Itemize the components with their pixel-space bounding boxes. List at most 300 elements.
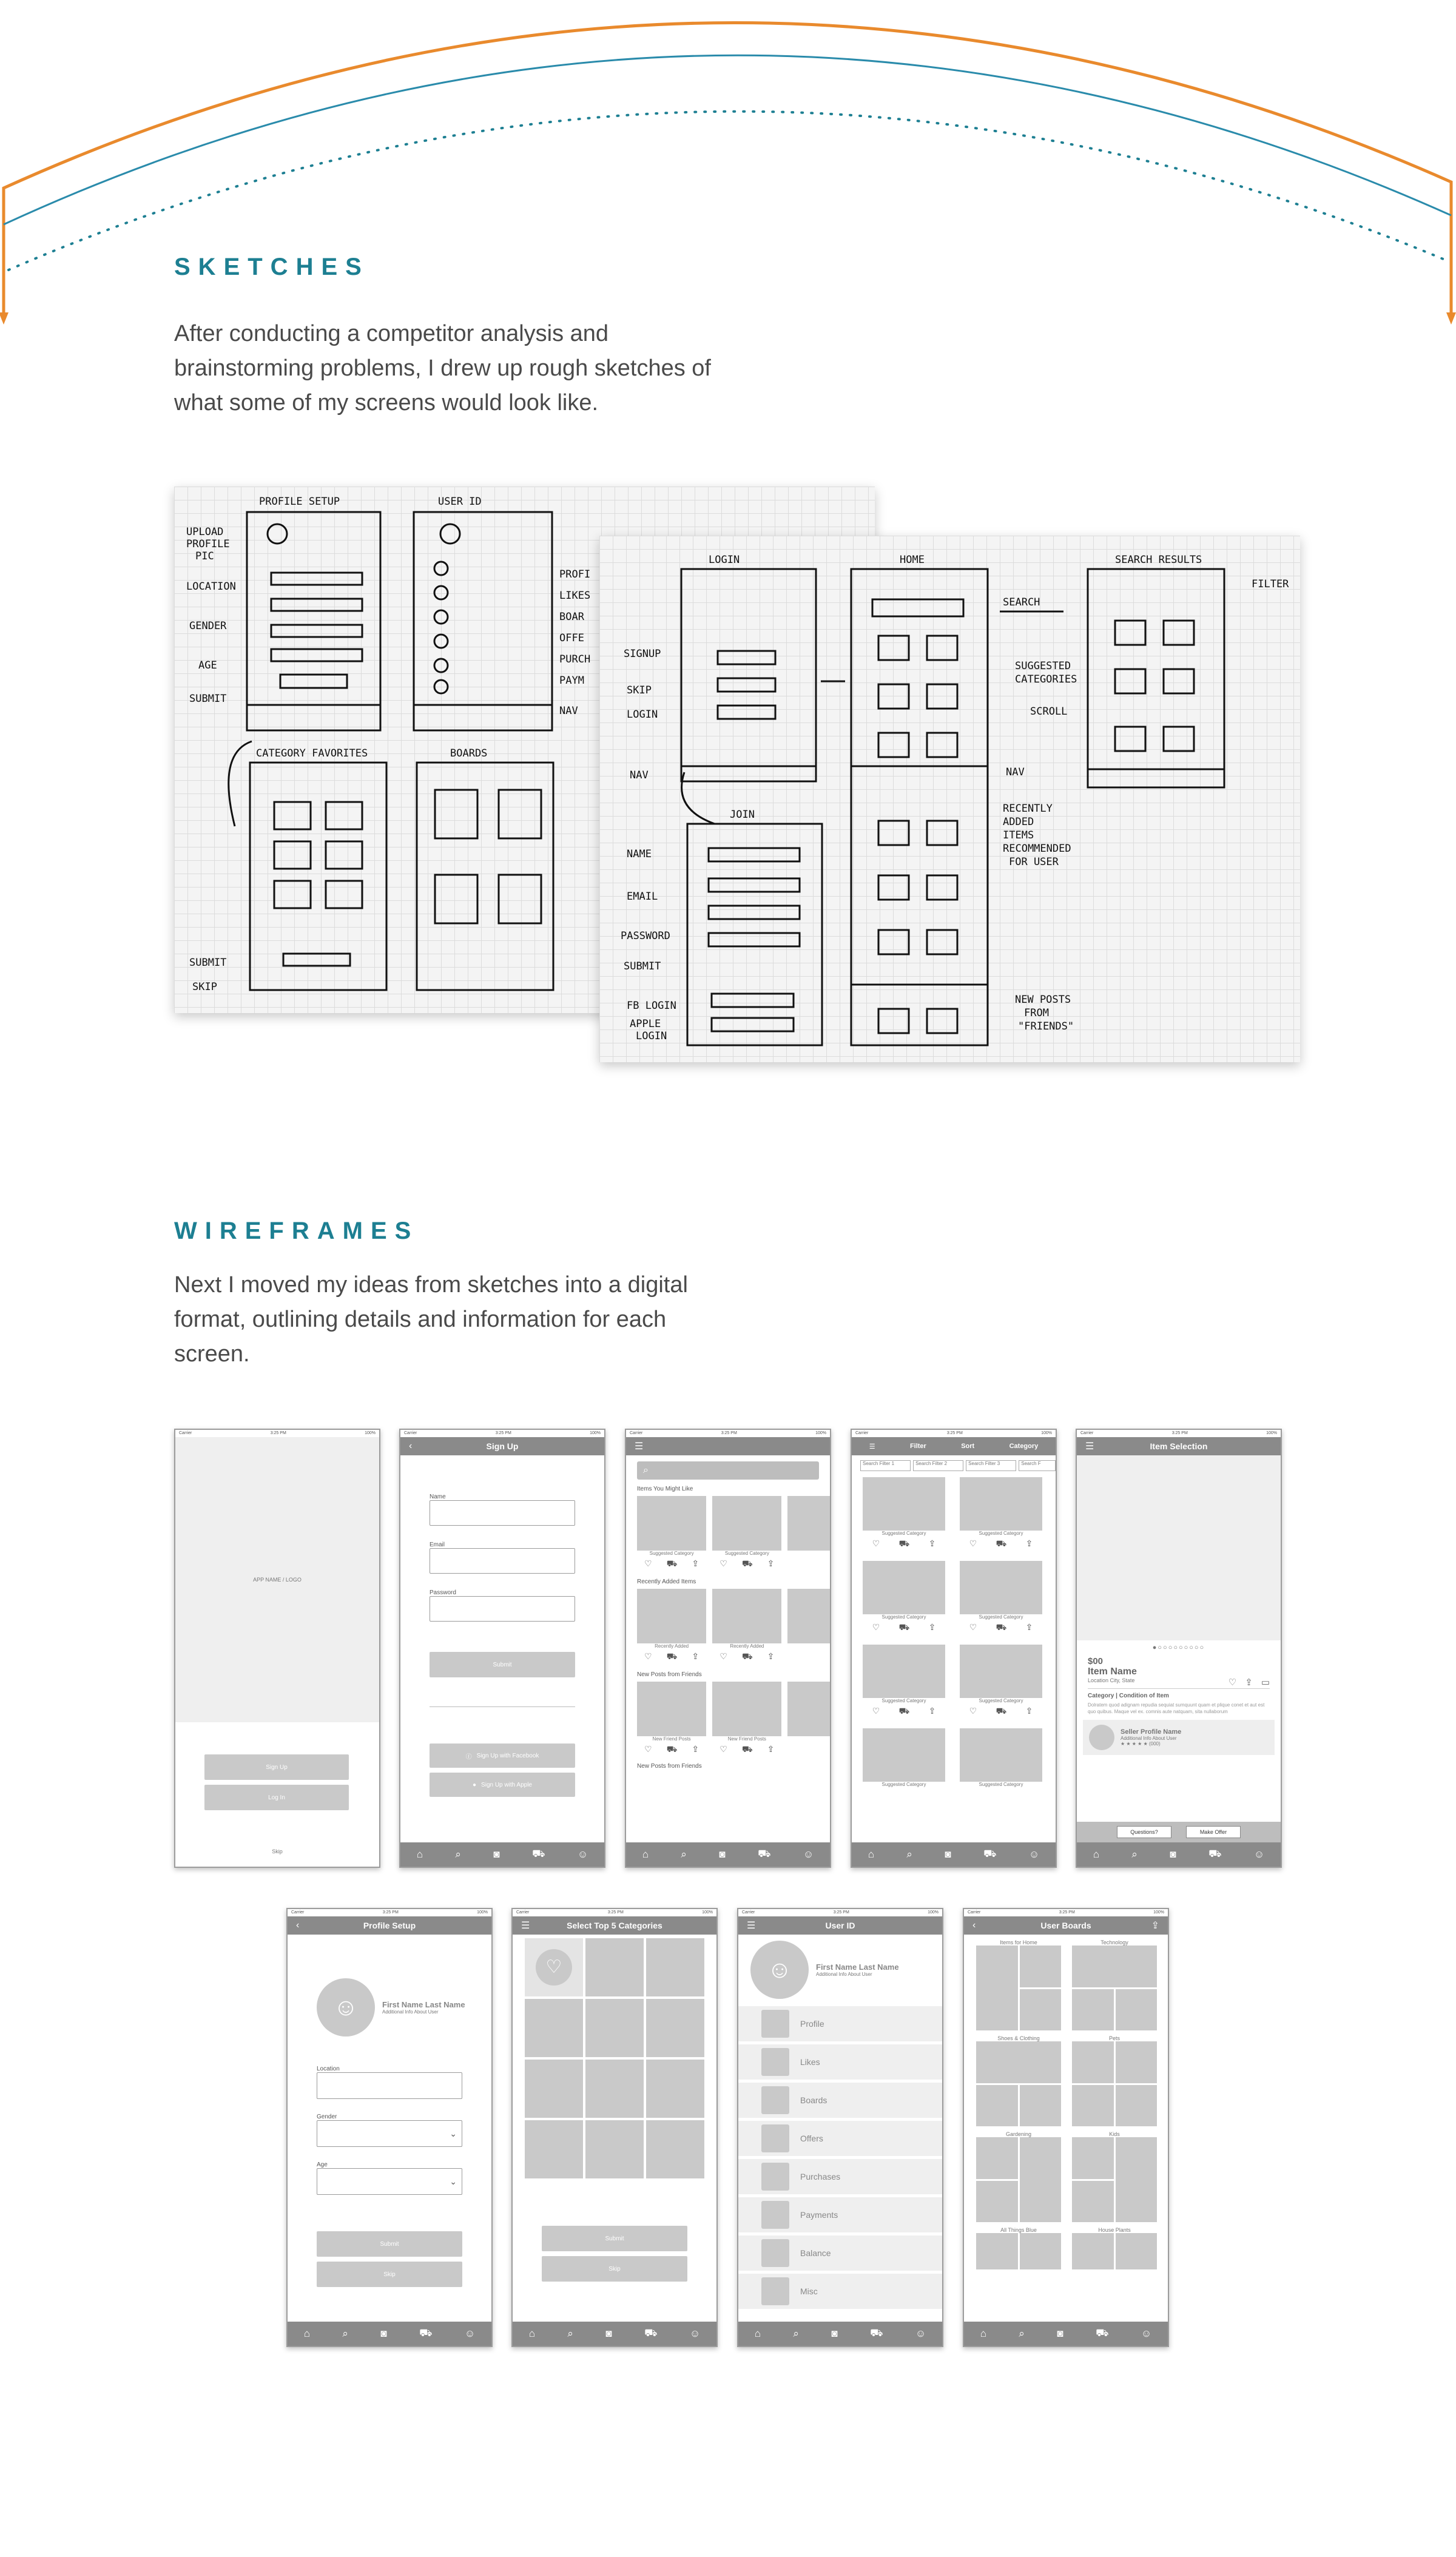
menu-item-likes[interactable]: Likes	[738, 2044, 942, 2083]
share-icon[interactable]: ⇪	[692, 1744, 699, 1754]
heart-icon[interactable]: ♡	[720, 1558, 727, 1568]
card-row	[637, 1682, 830, 1756]
menu-item-profile[interactable]: Profile	[738, 2006, 942, 2044]
title-bar	[626, 1437, 830, 1455]
camera-icon[interactable]: ◙	[719, 1848, 726, 1860]
status-bar: Carrier 3:25 PM 100%	[288, 1909, 491, 1916]
sketch-note: LIKES	[559, 590, 591, 602]
board-card[interactable]: Kids	[1072, 2131, 1157, 2222]
card-actions	[960, 1536, 1042, 1550]
menu-item-payments[interactable]: Payments	[738, 2197, 942, 2235]
status-bar: Carrier 3:25 PM 100%	[1077, 1430, 1281, 1437]
share-icon[interactable]: ⇪	[1025, 1622, 1033, 1632]
cart-icon[interactable]: ⛟	[898, 1538, 910, 1548]
results-grid	[863, 1477, 1056, 1787]
facebook-signup-button[interactable]: ⓕ Sign Up with Facebook	[430, 1743, 575, 1768]
item-card[interactable]: Recently Added ♡ ⛟ ⇪	[712, 1589, 781, 1663]
menu-item-purchases[interactable]: Purchases	[738, 2159, 942, 2197]
sketch-note: OFFE	[559, 632, 584, 644]
share-icon[interactable]: ⇪	[1025, 1706, 1033, 1716]
title-bar: ☰ Select Top 5 Categories	[513, 1916, 716, 1935]
tab-bar	[1077, 1842, 1281, 1867]
sketch-note: APPLE	[630, 1018, 661, 1030]
wireframe-home	[625, 1429, 831, 1868]
title-bar: ‹ Profile Setup	[288, 1916, 491, 1935]
result-card[interactable]: Suggested Category ♡ ⛟ ⇪	[960, 1645, 1042, 1717]
cart-icon[interactable]: ⛟	[996, 1706, 1007, 1716]
cart-icon[interactable]: ⛟	[419, 2327, 433, 2339]
item-card[interactable]: New Friend Posts ♡ ⛟ ⇪	[712, 1682, 781, 1756]
search-icon[interactable]: ⌕	[567, 2328, 573, 2339]
wireframe-top-categories	[511, 1908, 718, 2347]
profile-icon[interactable]: ☺	[803, 1848, 814, 1860]
category-tile[interactable]	[585, 2120, 644, 2178]
sketch-note: NEW POSTS	[1015, 994, 1071, 1006]
cart-icon[interactable]: ⛟	[898, 1622, 910, 1632]
menu-item-misc[interactable]: Misc	[738, 2274, 942, 2312]
share-icon[interactable]: ⇪	[1245, 1677, 1253, 1688]
search-icon[interactable]: ⌕	[1019, 2328, 1025, 2339]
sketch-label-search-results: SEARCH RESULTS	[1115, 554, 1202, 566]
tab-bar	[626, 1842, 830, 1867]
board-card[interactable]: All Things Blue	[976, 2227, 1061, 2269]
card-actions	[637, 1649, 706, 1663]
search-icon[interactable]: ⌕	[906, 1848, 912, 1860]
sketch-note: RECOMMENDED	[1003, 843, 1071, 855]
menu-item-offers[interactable]: Offers	[738, 2121, 942, 2159]
category-button[interactable]: Category	[1009, 1443, 1039, 1450]
cart-icon[interactable]: ⛟	[644, 2327, 658, 2339]
board-card[interactable]: Pets	[1072, 2035, 1157, 2126]
home-icon[interactable]: ⌂	[1093, 1848, 1099, 1860]
age-label: Age	[317, 2161, 328, 2168]
home-icon[interactable]: ⌂	[980, 2328, 986, 2339]
board-card[interactable]: Shoes & Clothing	[976, 2035, 1061, 2126]
cart-icon[interactable]: ⛟	[996, 1538, 1007, 1548]
profile-name: First Name Last Name	[382, 2000, 465, 2009]
section-label: Items You Might Like	[637, 1486, 693, 1492]
user-header	[750, 1941, 942, 1999]
app-logo-text: APP NAME / LOGO	[253, 1577, 302, 1583]
sketch-note: SKIP	[627, 684, 652, 696]
item-card[interactable]: Suggested Category ♡ ⛟ ⇪	[637, 1496, 706, 1570]
camera-icon[interactable]: ◙	[605, 2328, 612, 2339]
cart-icon[interactable]: ⛟	[870, 2327, 883, 2339]
comment-icon[interactable]: ▭	[1261, 1677, 1270, 1688]
login-button[interactable]: Log In	[204, 1785, 349, 1810]
filter-chips	[860, 1460, 1056, 1471]
menu-icon[interactable]: ☰	[521, 1921, 530, 1931]
card-actions	[712, 1556, 781, 1570]
sketch-note: AGE	[198, 659, 217, 672]
profile-icon[interactable]: ☺	[464, 2328, 476, 2339]
offer-bar	[1077, 1822, 1281, 1842]
sketch-note: FOR USER	[1009, 856, 1059, 868]
profile-icon[interactable]: ☺	[1028, 1848, 1040, 1860]
card-row	[637, 1496, 830, 1570]
status-bar: Carrier 3:25 PM 100%	[513, 1909, 716, 1916]
camera-icon[interactable]: ◙	[493, 1848, 500, 1860]
sketch-note: FILTER	[1252, 578, 1289, 590]
age-select[interactable]	[317, 2168, 462, 2195]
sketch-note: LOGIN	[636, 1030, 667, 1042]
card-actions	[712, 1742, 781, 1756]
skip-button[interactable]: Skip	[542, 2256, 687, 2282]
item-card[interactable]	[787, 1496, 830, 1570]
chevron-down-icon: ⌄	[450, 2129, 457, 2138]
sketch-note: RECENTLY	[1003, 803, 1053, 815]
filter-chip[interactable]: Search F	[1019, 1460, 1056, 1471]
result-card[interactable]: Suggested Category	[863, 1728, 945, 1787]
heart-icon[interactable]: ♡	[872, 1538, 880, 1548]
avatar: ☺	[750, 1941, 809, 1999]
wireframe-search	[851, 1429, 1057, 1868]
search-icon[interactable]: ⌕	[681, 1848, 687, 1860]
share-icon[interactable]: ⇪	[767, 1558, 775, 1568]
menu-icon[interactable]: ☰	[1085, 1441, 1094, 1452]
user-info: Additional Info About User	[816, 1972, 872, 1977]
share-icon[interactable]: ⇪	[928, 1538, 936, 1548]
password-label: Password	[430, 1589, 456, 1596]
tab-bar	[288, 2322, 491, 2346]
category-tile[interactable]	[525, 1999, 583, 2057]
decorative-arcs	[0, 0, 1456, 340]
status-bar: Carrier 3:25 PM 100%	[626, 1430, 830, 1437]
result-card[interactable]: Suggested Category ♡ ⛟ ⇪	[960, 1477, 1042, 1550]
board-card[interactable]: House Plants	[1072, 2227, 1157, 2269]
item-description: Dolratem quod adignam repudia sequiat sumquunt quam et plique conet et aut est quo quibus. Maque vel ex. comnis aute natquam, sita nullaborum	[1088, 1702, 1265, 1714]
share-icon[interactable]: ⇪	[928, 1706, 936, 1716]
item-card[interactable]: Recently Added ♡ ⛟ ⇪	[637, 1589, 706, 1663]
search-icon[interactable]: ⌕	[455, 1848, 461, 1860]
filter-button[interactable]: Filter	[909, 1443, 926, 1450]
cart-icon[interactable]: ⛟	[1208, 1848, 1222, 1859]
wireframe-item-selection	[1076, 1429, 1282, 1868]
status-bar: Carrier 3:25 PM 100%	[964, 1909, 1168, 1916]
board-card[interactable]: Technology	[1072, 1939, 1157, 2030]
card-actions	[863, 1703, 945, 1717]
sketch-note: FB LOGIN	[627, 1000, 676, 1012]
camera-icon[interactable]: ◙	[1057, 2328, 1063, 2339]
camera-icon[interactable]: ◙	[380, 2328, 387, 2339]
sketch-label-login: LOGIN	[709, 554, 740, 566]
board-card[interactable]: Items for Home	[976, 1939, 1061, 2030]
sketch-note: PAYM	[559, 675, 584, 687]
cart-icon[interactable]: ⛟	[1096, 2327, 1109, 2339]
search-bar[interactable]: ⌕	[637, 1461, 819, 1480]
back-icon[interactable]: ‹	[409, 1441, 413, 1451]
category-tile[interactable]	[525, 2060, 583, 2118]
avatar-upload[interactable]: ☺	[317, 1978, 375, 2037]
result-card[interactable]: Suggested Category ♡ ⛟ ⇪	[863, 1477, 945, 1550]
wireframe-profile-setup	[286, 1908, 493, 2347]
sketch-note: SCROLL	[1030, 706, 1068, 718]
sketch-note: "FRIENDS"	[1018, 1020, 1074, 1033]
search-icon[interactable]: ⌕	[1131, 1848, 1138, 1860]
category-tile[interactable]	[585, 1938, 644, 1996]
title-bar: ☰ User ID	[738, 1916, 942, 1935]
heart-icon[interactable]: ♡	[969, 1706, 977, 1716]
search-icon[interactable]: ⌕	[342, 2328, 348, 2339]
camera-icon[interactable]: ◙	[945, 1848, 951, 1860]
menu-icon[interactable]: ☰	[635, 1441, 644, 1452]
item-name: Item Name	[1088, 1666, 1137, 1677]
cart-icon[interactable]: ⛟	[532, 1848, 545, 1859]
sketch-note: UPLOAD	[186, 526, 224, 538]
wireframe-user-id	[737, 1908, 943, 2347]
submit-button[interactable]: Submit	[430, 1652, 575, 1677]
wireframes-description: Next I moved my ideas from sketches into a digital format, outlining details and information for each screen.	[174, 1272, 688, 1367]
sketch-note: LOGIN	[627, 709, 658, 721]
item-card[interactable]	[787, 1589, 830, 1663]
filter-chip[interactable]: Search Filter 3	[966, 1460, 1016, 1471]
share-icon[interactable]: ⇪	[767, 1651, 775, 1661]
status-bar: Carrier 3:25 PM 100%	[738, 1909, 942, 1916]
card-actions	[712, 1649, 781, 1663]
divider	[430, 1706, 575, 1707]
sketch-note: SIGNUP	[624, 648, 661, 660]
share-icon[interactable]: ⇪	[767, 1744, 775, 1754]
filter-chip[interactable]: Search Filter 2	[913, 1460, 963, 1471]
profile-icon[interactable]: ☺	[915, 2328, 926, 2339]
share-icon[interactable]: ⇪	[1025, 1538, 1033, 1548]
sketch-note: SEARCH	[1003, 596, 1040, 608]
sketch-note: PURCH	[559, 653, 591, 665]
heart-icon[interactable]: ♡	[644, 1744, 652, 1754]
tab-bar	[400, 1842, 604, 1867]
home-icon[interactable]: ⌂	[528, 2328, 535, 2339]
cart-icon[interactable]: ⛟	[666, 1651, 678, 1661]
search-icon[interactable]: ⌕	[793, 2328, 799, 2339]
item-card[interactable]: New Friend Posts ♡ ⛟ ⇪	[637, 1682, 706, 1756]
boards-grid	[976, 1939, 1168, 2269]
cart-icon[interactable]: ⛟	[666, 1744, 678, 1754]
board-card[interactable]: Gardening	[976, 2131, 1061, 2222]
sketch-note: PASSWORD	[621, 930, 670, 942]
item-location: Location City, State	[1088, 1677, 1135, 1683]
sketch-label-home: HOME	[900, 554, 925, 566]
sketches-heading: SKETCHES	[174, 254, 369, 280]
section-label: New Posts from Friends	[637, 1763, 702, 1770]
tab-bar	[964, 2322, 1168, 2346]
submit-button[interactable]: Submit	[317, 2231, 462, 2257]
card-actions	[637, 1742, 706, 1756]
menu-icon[interactable]: ☰	[747, 1921, 756, 1931]
sketch-note: PROFI	[559, 568, 591, 581]
profile-header	[317, 1978, 491, 2037]
share-icon[interactable]: ⇪	[692, 1558, 699, 1568]
seller-card[interactable]	[1083, 1720, 1275, 1755]
cart-icon[interactable]: ⛟	[741, 1651, 753, 1661]
email-field[interactable]	[430, 1548, 575, 1574]
sketch-note: FROM	[1024, 1007, 1049, 1019]
facebook-icon: ⓕ	[465, 1753, 472, 1760]
sketch-sheet-login	[599, 536, 1300, 1062]
item-price: $00	[1088, 1656, 1104, 1666]
result-card[interactable]: Suggested Category	[960, 1728, 1042, 1787]
make-offer-button[interactable]: Make Offer	[1186, 1826, 1241, 1838]
category-tile[interactable]	[646, 1938, 704, 1996]
user-name: First Name Last Name	[816, 1962, 899, 1972]
cart-icon[interactable]: ⛟	[898, 1706, 910, 1716]
share-icon[interactable]: ⇪	[1151, 1921, 1159, 1931]
skip-button[interactable]: Skip	[317, 2262, 462, 2287]
card-actions	[863, 1620, 945, 1634]
sketch-note: NAV	[559, 705, 578, 717]
tab-bar	[852, 1842, 1056, 1867]
wireframe-user-boards	[963, 1908, 1169, 2347]
heart-icon[interactable]: ♡	[720, 1744, 727, 1754]
menu-item-balance[interactable]: Balance	[738, 2235, 942, 2274]
share-icon[interactable]: ⇪	[928, 1622, 936, 1632]
sketch-note: LOCATION	[186, 581, 236, 593]
category-tile[interactable]	[585, 2060, 644, 2118]
sketch-label-join: JOIN	[730, 809, 755, 821]
gender-select[interactable]	[317, 2120, 462, 2147]
sketch-note: CATEGORIES	[1015, 673, 1077, 686]
sketch-note: SUBMIT	[189, 693, 227, 705]
camera-icon[interactable]: ◙	[831, 2328, 838, 2339]
email-label: Email	[430, 1541, 445, 1548]
title-bar: ‹ Sign Up	[400, 1437, 604, 1455]
sort-button[interactable]: Sort	[961, 1443, 975, 1450]
card-actions	[960, 1703, 1042, 1717]
sketches-description: After conducting a competitor analysis and brainstorming problems, I drew up rough sketches of what some of my screens would look like.	[174, 321, 711, 416]
item-card[interactable]	[787, 1682, 830, 1756]
section-label: New Posts from Friends	[637, 1671, 702, 1678]
menu-icon[interactable]: ☰	[869, 1443, 875, 1450]
sketch-note: GENDER	[189, 620, 227, 632]
name-field[interactable]	[430, 1500, 575, 1526]
home-icon[interactable]: ⌂	[642, 1848, 649, 1860]
password-field[interactable]	[430, 1596, 575, 1622]
profile-icon[interactable]: ☺	[577, 1848, 588, 1860]
sketch-note: EMAIL	[627, 891, 658, 903]
carousel-dots[interactable]: ●○○○○○○○○○	[1152, 1644, 1205, 1651]
profile-icon[interactable]: ☺	[1253, 1848, 1265, 1860]
chevron-down-icon: ⌄	[450, 2177, 457, 2186]
heart-icon[interactable]: ♡	[644, 1651, 652, 1661]
tab-bar	[513, 2322, 716, 2346]
result-card[interactable]: Suggested Category ♡ ⛟ ⇪	[863, 1561, 945, 1634]
heart-icon[interactable]: ♡	[1228, 1677, 1237, 1688]
category-tile-selected[interactable]	[525, 1938, 583, 1996]
cart-icon[interactable]: ⛟	[983, 1848, 997, 1859]
result-card[interactable]: Suggested Category ♡ ⛟ ⇪	[960, 1561, 1042, 1634]
tab-bar	[738, 2322, 942, 2346]
home-icon[interactable]: ⌂	[416, 1848, 423, 1860]
location-label: Location	[317, 2066, 340, 2072]
apple-signup-button[interactable]: ● Sign Up with Apple	[430, 1773, 575, 1797]
sketch-note: PIC	[195, 550, 214, 562]
status-bar: Carrier 3:25 PM 100%	[175, 1430, 379, 1437]
section-label: Recently Added Items	[637, 1578, 696, 1585]
share-icon[interactable]: ⇪	[692, 1651, 699, 1661]
item-card[interactable]: Suggested Category ♡ ⛟ ⇪	[712, 1496, 781, 1570]
sketch-note: BOAR	[559, 611, 584, 623]
sketch-label-boards: BOARDS	[450, 747, 488, 760]
signup-button[interactable]: Sign Up	[204, 1754, 349, 1780]
logo-area	[175, 1437, 379, 1722]
category-tile[interactable]	[646, 2060, 704, 2118]
status-bar: Carrier 3:25 PM 100%	[400, 1430, 604, 1437]
seller-name: Seller Profile Name	[1121, 1728, 1182, 1736]
avatar	[1089, 1725, 1114, 1750]
heart-icon[interactable]: ♡	[720, 1651, 727, 1661]
camera-icon[interactable]: ◙	[1170, 1848, 1176, 1860]
profile-icon[interactable]: ☺	[1141, 2328, 1152, 2339]
heart-icon[interactable]: ♡	[644, 1558, 652, 1568]
wireframe-splash	[174, 1429, 380, 1868]
profile-icon[interactable]: ☺	[689, 2328, 701, 2339]
card-actions	[637, 1556, 706, 1570]
status-bar: Carrier 3:25 PM 100%	[852, 1430, 1056, 1437]
cart-icon[interactable]: ⛟	[741, 1744, 753, 1754]
sketch-label-user-id: USER ID	[438, 496, 482, 508]
back-icon[interactable]: ‹	[972, 1920, 976, 1930]
sketch-note: NAV	[1006, 766, 1025, 778]
questions-button[interactable]: Questions?	[1117, 1826, 1171, 1838]
card-row	[637, 1589, 830, 1663]
sketch-note: NAME	[627, 848, 652, 860]
item-actions	[1228, 1677, 1270, 1688]
title-bar	[852, 1437, 1056, 1455]
title-bar: ‹ User Boards ⇪	[964, 1916, 1168, 1935]
gender-label: Gender	[317, 2114, 337, 2120]
sketch-note: ITEMS	[1003, 829, 1034, 841]
profile-info: Additional Info About User	[382, 2009, 439, 2015]
sketch-note: ADDED	[1003, 816, 1034, 828]
sketch-label-profile-setup: PROFILE SETUP	[259, 496, 340, 508]
sketch-note: NAV	[630, 769, 649, 781]
category-tile[interactable]	[525, 2120, 583, 2178]
sketch-label-category-favorites: CATEGORY FAVORITES	[256, 747, 368, 760]
menu-item-boards[interactable]: Boards	[738, 2083, 942, 2121]
filter-chip[interactable]: Search Filter 1	[860, 1460, 911, 1471]
card-actions	[863, 1536, 945, 1550]
skip-link[interactable]: Skip	[272, 1848, 283, 1855]
sketch-note: SUGGESTED	[1015, 660, 1071, 672]
wireframes-heading: WIREFRAMES	[174, 1218, 419, 1244]
apple-icon: ●	[473, 1781, 477, 1788]
location-field[interactable]	[317, 2072, 462, 2099]
heart-icon[interactable]: ♡	[969, 1622, 977, 1632]
cart-icon[interactable]: ⛟	[666, 1558, 678, 1568]
cart-icon[interactable]: ⛟	[996, 1622, 1007, 1632]
sketch-note: SUBMIT	[189, 957, 227, 969]
result-card[interactable]: Suggested Category ♡ ⛟ ⇪	[863, 1645, 945, 1717]
user-menu	[738, 2006, 942, 2312]
home-icon[interactable]: ⌂	[303, 2328, 310, 2339]
category-tile[interactable]	[646, 2120, 704, 2178]
home-icon[interactable]: ⌂	[754, 2328, 761, 2339]
back-icon[interactable]: ‹	[296, 1920, 300, 1930]
seller-info: Additional Info About User	[1121, 1736, 1177, 1741]
category-tile[interactable]	[646, 1999, 704, 2057]
cart-icon[interactable]: ⛟	[758, 1848, 771, 1859]
category-tile[interactable]	[585, 1999, 644, 2057]
heart-icon[interactable]: ♡	[969, 1538, 977, 1548]
submit-button[interactable]: Submit	[542, 2226, 687, 2251]
home-icon[interactable]: ⌂	[868, 1848, 874, 1860]
card-actions	[960, 1620, 1042, 1634]
sketch-note: SUBMIT	[624, 960, 661, 972]
cart-icon[interactable]: ⛟	[741, 1558, 753, 1568]
seller-rating: ★ ★ ★ ★ ★ (000)	[1121, 1741, 1161, 1747]
heart-icon: ♡	[536, 1949, 572, 1986]
heart-icon[interactable]: ♡	[872, 1706, 880, 1716]
heart-icon[interactable]: ♡	[872, 1622, 880, 1632]
